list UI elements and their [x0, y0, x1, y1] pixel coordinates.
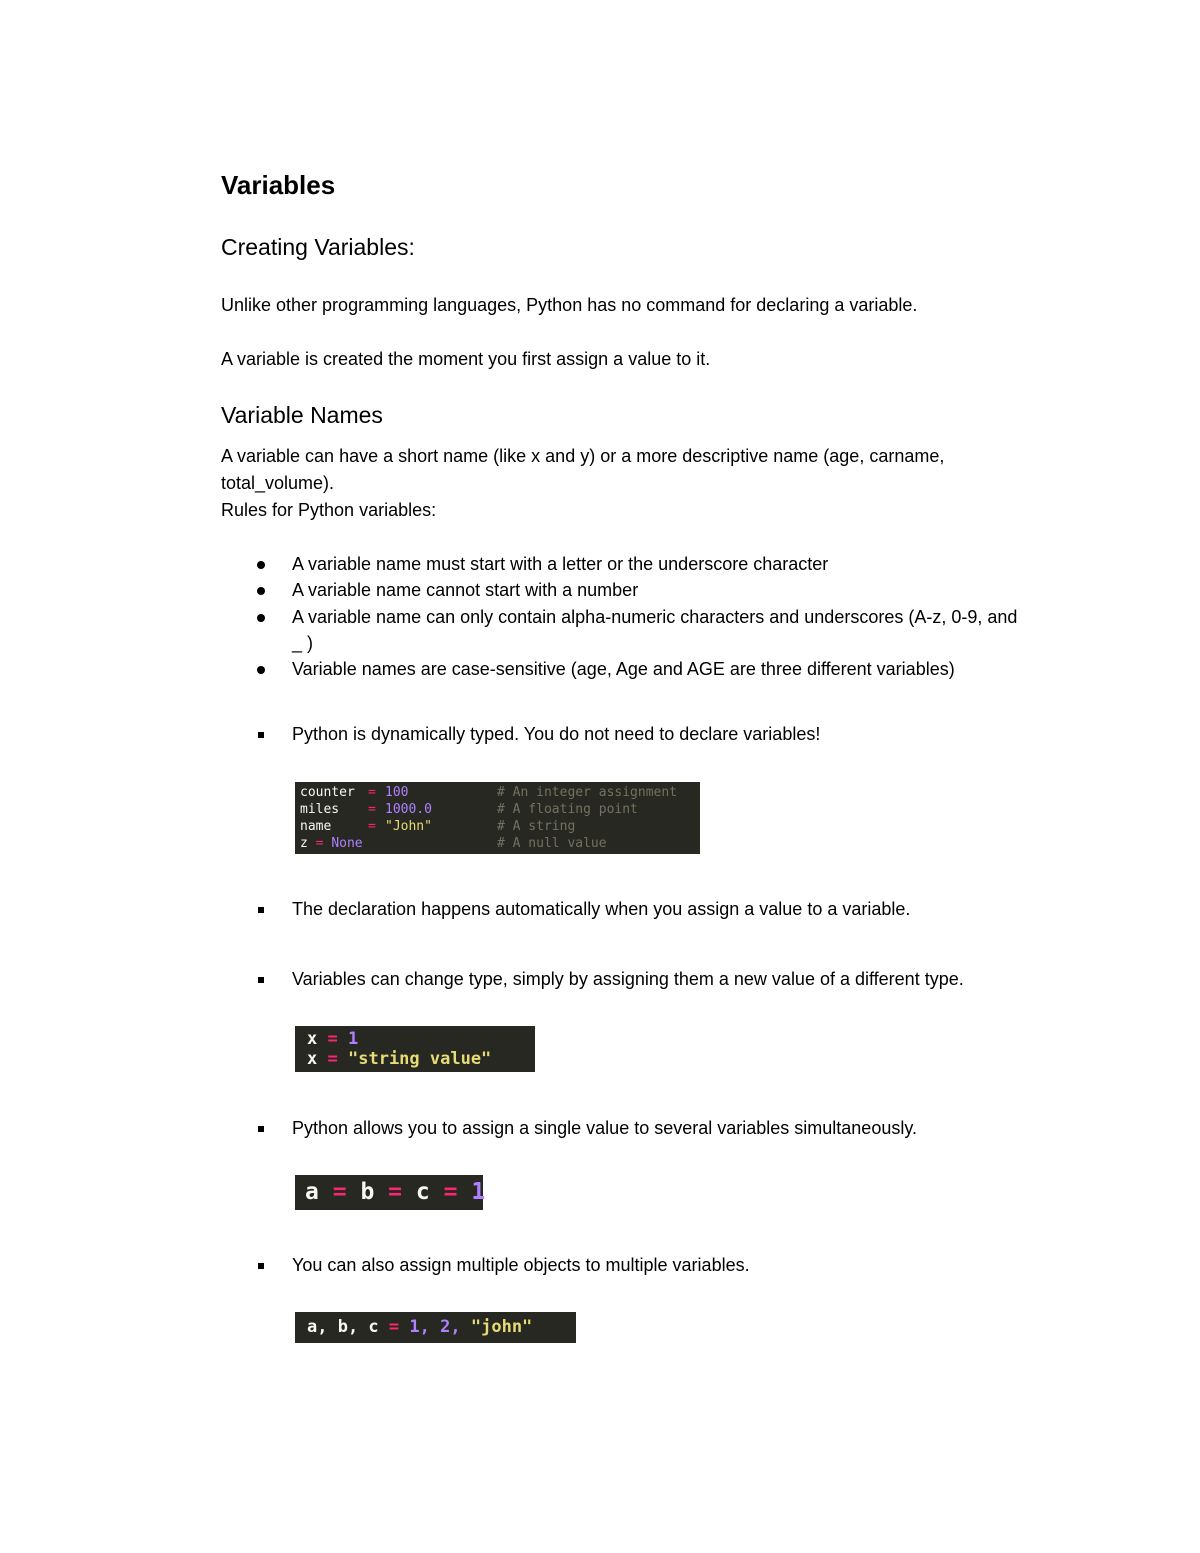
list-item [255, 1252, 1095, 1278]
point-text: Python allows you to assign a single value to several variables simultaneously. [292, 1118, 917, 1138]
bullet-dot-icon [257, 666, 265, 674]
bullet-square-icon [258, 907, 264, 913]
bullet-square-icon [258, 732, 264, 738]
page-title: Variables [221, 170, 336, 200]
rule-text: Variable names are case-sensitive (age, Age and AGE are three different variables) [292, 659, 955, 679]
paragraph-no-declare-command: Unlike other programming languages, Python has no command for declaring a variable. [221, 295, 918, 315]
section-heading-variable-names: Variable Names [221, 402, 383, 428]
code-line: x = "string value" [307, 1049, 492, 1069]
paragraph-name-types-line2: total_volume). [221, 473, 335, 493]
point-text: Variables can change type, simply by assigning them a new value of a different type. [292, 969, 964, 989]
paragraph-name-types-line1: A variable can have a short name (like x and y) or a more descriptive name (age, carname, [221, 446, 945, 466]
code-line: a = b = c = 1 [305, 1179, 486, 1205]
bullet-dot-icon [257, 561, 265, 569]
bullet-square-icon [258, 1126, 264, 1132]
code-line: name = "John" # A string [300, 819, 576, 834]
code-block-chained-assignment [295, 1175, 486, 1210]
list-item [255, 551, 1095, 577]
bullet-dot-icon [257, 614, 265, 622]
list-item [255, 966, 1095, 992]
rule-text: A variable name can only contain alpha-numeric characters and underscores (A-z, 0-9, and [292, 607, 1018, 627]
code-line: counter = 100 # An integer assignment [300, 785, 678, 800]
list-item [255, 604, 1095, 656]
list-item [255, 896, 1095, 922]
point-text: Python is dynamically typed. You do not need to declare variables! [292, 724, 821, 744]
point-text: The declaration happens automatically when you assign a value to a variable. [292, 899, 911, 919]
rule-text-continuation: _ ) [292, 633, 314, 653]
rule-text: A variable name cannot start with a number [292, 580, 639, 600]
code-block-assignments [295, 782, 700, 854]
list-item [255, 1115, 1095, 1141]
bullet-square-icon [258, 1263, 264, 1269]
code-line: a, b, c = 1, 2, "john" [307, 1317, 533, 1337]
code-block-change-type [295, 1026, 535, 1072]
rules-intro: Rules for Python variables: [221, 500, 437, 520]
rule-text: A variable name must start with a letter or the underscore character [292, 554, 829, 574]
point-text: You can also assign multiple objects to multiple variables. [292, 1255, 750, 1275]
code-block-multiple-assignment [295, 1312, 576, 1343]
code-line: miles = 1000.0 # A floating point [300, 802, 638, 817]
paragraph-created-on-assign: A variable is created the moment you first assign a value to it. [221, 349, 711, 369]
code-line: z = None # A null value [300, 836, 607, 851]
section-heading-creating-variables: Creating Variables: [221, 234, 415, 260]
list-item [255, 656, 1095, 682]
bullet-dot-icon [257, 587, 265, 595]
code-line: x = 1 [307, 1029, 359, 1049]
list-item [255, 577, 1095, 603]
list-item [255, 721, 1095, 747]
bullet-square-icon [258, 977, 264, 983]
